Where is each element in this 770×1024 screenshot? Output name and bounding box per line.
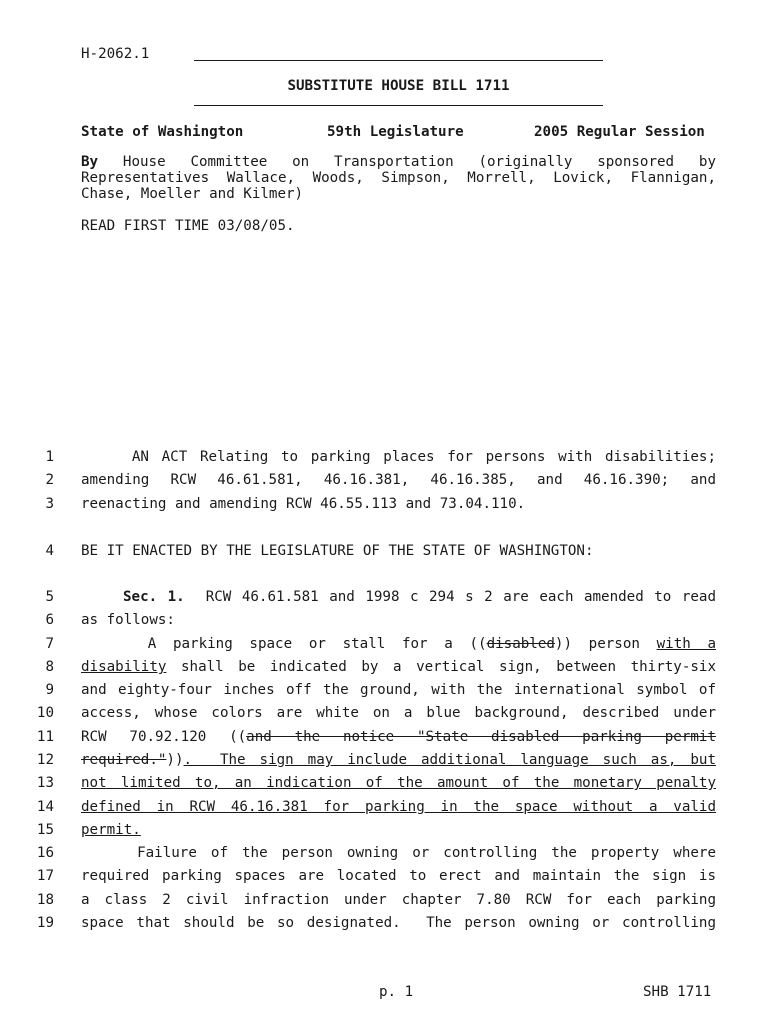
line-number: 12 <box>36 752 54 768</box>
line-number: 3 <box>45 496 54 512</box>
line-number: 2 <box>45 472 54 488</box>
by-label: By <box>81 154 99 170</box>
line-number: 11 <box>36 729 54 745</box>
inserted-text: disability <box>81 659 167 675</box>
page-number: p. 1 <box>379 984 414 1000</box>
enacting-clause: BE IT ENACTED BY THE LEGISLATURE OF THE STATE OF WASHINGTON: <box>81 543 594 559</box>
l7-text-a: A parking space or stall for a (( <box>81 636 487 652</box>
sponsor-line-3: Chase, Moeller and Kilmer) <box>81 186 304 202</box>
body-line-13 <box>81 773 716 793</box>
body-line-3: reenacting and amending RCW 46.55.113 and 73.04.110. <box>81 496 526 512</box>
line-number: 15 <box>36 822 54 838</box>
body-line-5 <box>81 587 716 607</box>
inserted-text: not limited to, an indication of the amount of the monetary penalty <box>81 775 716 791</box>
body-line-12 <box>81 750 716 770</box>
legislature-label: 59th Legislature <box>327 124 464 140</box>
l11-text: RCW 70.92.120 (( <box>81 729 247 745</box>
line-number: 7 <box>45 636 54 652</box>
bill-title: SUBSTITUTE HOUSE BILL 1711 <box>287 78 510 94</box>
line-number: 1 <box>45 449 54 465</box>
body-line-14 <box>81 797 716 817</box>
sponsor-text-1: House Committee on Transportation (originally sponsored by <box>122 154 716 170</box>
body-line-9: and eighty-four inches off the ground, with the international symbol of <box>81 682 716 698</box>
body-line-16: Failure of the person owning or controlling the property where <box>81 845 716 861</box>
line-number: 9 <box>45 682 54 698</box>
footer-bill-id: SHB 1711 <box>643 984 712 1000</box>
line-number: 8 <box>45 659 54 675</box>
line-number: 17 <box>36 868 54 884</box>
line-number: 14 <box>36 799 54 815</box>
sponsor-line-2: Representatives Wallace, Woods, Simpson, Morrell, Lovick, Flannigan, <box>81 170 716 186</box>
document-code: H-2062.1 <box>81 46 150 62</box>
struck-text: disabled <box>486 636 555 652</box>
body-line-6: as follows: <box>81 612 175 628</box>
inserted-text: defined in RCW 46.16.381 for parking in the space without a valid <box>81 799 716 815</box>
read-first-time: READ FIRST TIME 03/08/05. <box>81 218 295 234</box>
body-line-19: space that should be so designated. The person owning or controlling <box>81 915 716 931</box>
inserted-text: . The sign may include additional language such as, but <box>183 752 716 768</box>
body-line-11 <box>81 727 716 747</box>
struck-text: required." <box>81 752 167 768</box>
body-line-17: required parking spaces are located to erect and maintain the sign is <box>81 868 716 884</box>
line-number: 13 <box>36 775 54 791</box>
line-number: 16 <box>36 845 54 861</box>
section-heading: Sec. 1. <box>122 589 185 605</box>
l7-text-b: )) person <box>554 636 657 652</box>
line-number: 5 <box>45 589 54 605</box>
section-intro: RCW 46.61.581 and 1998 c 294 s 2 are each amended to read <box>184 589 716 605</box>
line-number: 6 <box>45 612 54 628</box>
inserted-text: with a <box>656 636 717 652</box>
sponsor-line-1 <box>81 155 716 171</box>
line-number: 10 <box>36 705 54 721</box>
body-line-7 <box>81 634 716 654</box>
body-line-15 <box>81 820 716 840</box>
inserted-text: permit. <box>81 822 141 838</box>
line-number: 4 <box>45 543 54 559</box>
header-rule-top <box>194 60 603 61</box>
body-line-1: AN ACT Relating to parking places for persons with disabilities; <box>81 449 716 465</box>
body-line-2: amending RCW 46.61.581, 46.16.381, 46.16.385, and 46.16.390; and <box>81 472 716 488</box>
l8-text: shall be indicated by a vertical sign, between thirty-six <box>166 659 716 675</box>
header-rule-bottom <box>194 105 603 106</box>
body-line-10: access, whose colors are white on a blue background, described under <box>81 705 716 721</box>
line-number: 19 <box>36 915 54 931</box>
line-number: 18 <box>36 892 54 908</box>
l12-text: )) <box>166 752 184 768</box>
struck-text: and the notice "State disabled parking permit <box>246 729 716 745</box>
body-line-8 <box>81 657 716 677</box>
body-line-18: a class 2 civil infraction under chapter 7.80 RCW for each parking <box>81 892 716 908</box>
state-label: State of Washington <box>81 124 244 140</box>
session-label: 2005 Regular Session <box>534 124 705 140</box>
